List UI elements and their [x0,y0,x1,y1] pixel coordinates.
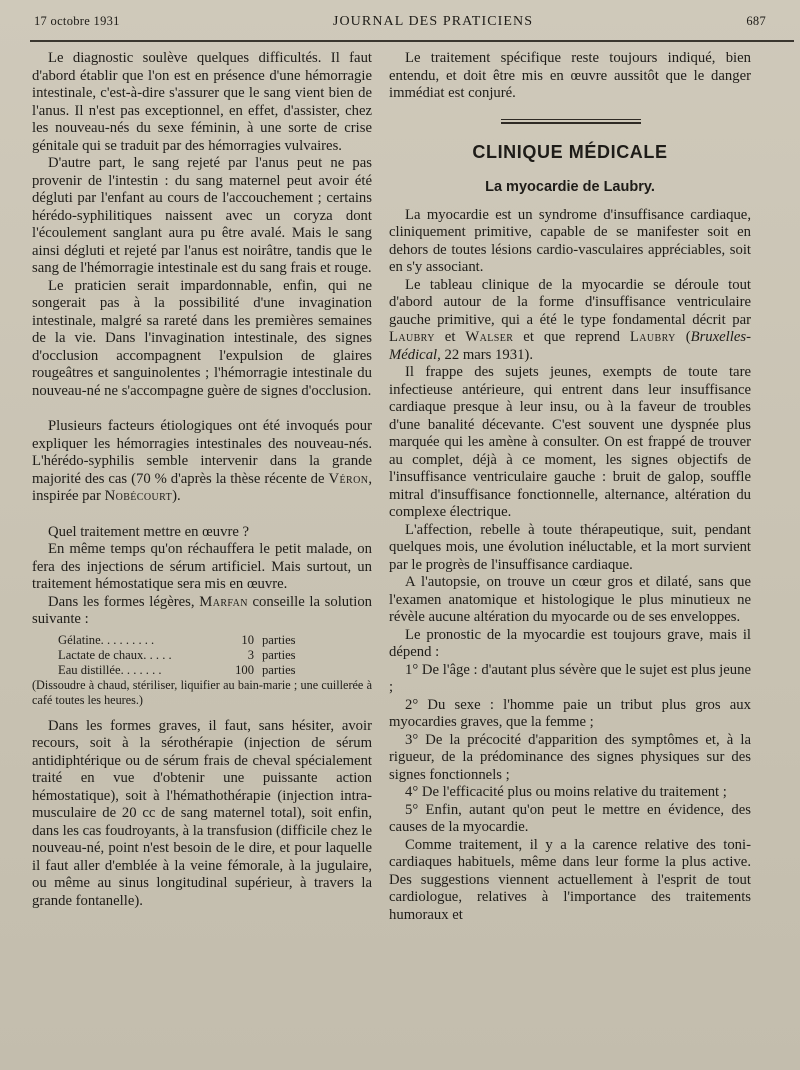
paragraph: Dans les formes légères, Marfan conseille la solution suivante : [32,593,373,627]
paragraph: Le tableau clinique de la myocardie se déroule tout d'abord autour de la forme d'insuffisance ventriculaire gauche primitive, qui a été le type fondamental décrit par Laubry et Walser et que reprend Laubry (Bruxelles-Médical, 22 mars 1931). [389,276,751,363]
header-date: 17 octobre 1931 [34,14,120,28]
author-name: Laubry [629,329,676,345]
paragraph: D'autre part, le sang rejeté par l'anus peut ne pas provenir de l'intestin : du sang maternel peut avoir été dégluti par l'enfant au cours de l'accouchement ; certains hérédo-syphilitiques naissent avec un coryza dont l'écoulement sanglant aura pu être avalé. Mais le sang ainsi dégluti et rejeté par l'anus est noirâtre, tandis que le sang de l'hémorragie intestinale est du sang frais et rouge. [32,155,372,276]
page-header [34,14,766,34]
author-name: Walser [465,329,514,345]
journal-reference: Bruxelles-Médical, [389,329,751,363]
paragraph: Le traitement spécifique reste toujours indiqué, bien entendu, et doit être mis en œuvre aussitôt que le danger immédiat est conjuré. [389,50,751,101]
paragraph: En même temps qu'on réchauffera le petit malade, on fera des injections de sérum artificiel. Mais surtout, un traitement hémostatique sera mis en œuvre. [32,541,372,592]
paragraph: Comme traitement, il y a la carence relative des toni-cardiaques habituels, même dans leur forme la plus active. Des suggestions viennent actuellement à l'esprit de tout cardiologue, relatives à l'importance des traitements humoraux et [389,836,751,923]
recipe-row: Lactate de chaux. . . . . 3 parties [58,647,296,662]
paragraph: Plusieurs facteurs étiologiques ont été invoqués pour expliquer les hémorragies intestinales des nouveau-nés. L'hérédo-syphilis semble intervenir dans la grande majorité des cas (70 % d'après la thèse récente de Véron, inspirée par Nobécourt). [32,418,372,504]
recipe-row: Eau distillée. . . . . . . 100 parties [58,662,296,677]
paragraph: Le pronostic de la myocardie est toujours grave, mais il dépend : [389,626,751,660]
author-name: Marfan [199,593,248,610]
list-item: 4° De l'efficacité plus ou moins relative du traitement ; [405,784,727,800]
paragraph: A l'autopsie, on trouve un cœur gros et dilaté, sans que l'examen anatomique et histologique le plus minutieux ne révèle aucune altération du myocarde ou de ses enveloppes. [389,574,751,625]
right-column [389,50,751,924]
recipe-note: (Dissoudre à chaud, stériliser, liquifier au bain-marie ; une cuillerée à café toutes les heures.) [32,677,372,707]
recipe-row: Gélatine. . . . . . . . . 10 parties [58,632,296,647]
list-item: 5° Enfin, autant qu'on peut le mettre en évidence, des causes de la myocardie. [389,801,751,835]
author-name: Nobécourt [104,488,173,504]
list-item: 2° Du sexe : l'homme paie un tribut plus gros aux myocardies graves, que la femme ; [389,696,751,730]
header-rule [30,40,794,42]
paragraph: La myocardie est un syndrome d'insuffisance cardiaque, cliniquement primitive, capable de se manifester soit en dehors de toutes lésions cardio-vasculaires appréciables, soit en s'y associant. [389,206,751,275]
journal-title: JOURNAL DES PRATICIENS [332,14,534,29]
list-item: 1° De l'âge : d'autant plus sévère que le sujet est plus jeune ; [389,661,751,695]
paragraph: L'affection, rebelle à toute thérapeutique, suit, pendant quelques mois, une évolution inéluctable, et la mort survient par le progrès de l'insuffisance cardiaque. [389,521,751,573]
recipe-table [58,633,372,678]
paragraph: Quel traitement mettre en œuvre ? [48,523,250,540]
author-name: Laubry [389,329,435,345]
section-title: CLINIQUE MÉDICALE [472,141,668,162]
section-separator [501,119,641,124]
paragraph: Dans les formes graves, il faut, sans hésiter, avoir recours, soit à la sérothérapie (injection de sérum antidiphtérique ou de sérum frais de cheval spécialement traité en vue d'obtenir une puissante action hémostatique), soit à l'hémathothérapie (injection intra-musculaire de 20 cc de sang maternel total), soit enfin, dans les cas foudroyants, à la transfusion (difficile chez le nouveau-né, point n'est besoin de le dire, et pour laquelle il faut aller d'emblée à la veine fémorale, à la jugulaire, ou même au sinus longitudinal supérieur, à travers la grande fontanelle). [32,717,372,909]
paragraph: Le diagnostic soulève quelques difficultés. Il faut d'abord établir que l'on est en présence d'une hémorragie intestinale, c'est-à-dire s'assurer que le sang vient bien de l'anus. Il n'est pas exceptionnel, en effet, d'assister, chez les nouveau-nés du sexe féminin, à une sorte de crise génitale qui se traduit par des hémorragies vulvaires. [32,50,372,154]
page-number: 687 [746,14,766,28]
list-item: 3° De la précocité d'apparition des symptômes et, à la rigueur, de la prédominance des signes physiques sur des signes fonctionnels ; [389,731,751,783]
author-name: Véron [328,470,369,487]
paragraph: Le praticien serait impardonnable, enfin, qui ne songerait pas à la possibilité d'une invagination intestinale, malgré sa rareté dans les premières semaines de la vie. Dans l'invagination intestinale, des signes d'occlusion accompagnent l'expulsion de glaires rougeâtres et sanguinolentes ; l'hémorragie intestinale du nouveau-né ne s'accompagne guère de signes d'occlusion. [32,277,372,399]
article-title: La myocardie de Laubry. [485,179,655,195]
left-column [32,50,372,910]
paragraph: Il frappe des sujets jeunes, exempts de toute tare infectieuse antérieure, qui entrent dans leur insuffisance cardiaque presque à leur insu, ou à la faveur de troubles d'une banalité décevante. C'est souvent une dyspnée plus marquée qui les amène à consulter. On est frappé de trouver au complet, déjà à ce moment, les signes objectifs de l'insuffisance ventriculaire gauche : bruit de galop, souffle mitral d'insuffisance fonctionnelle, alternance, altération du complexe électrique. [389,364,751,520]
